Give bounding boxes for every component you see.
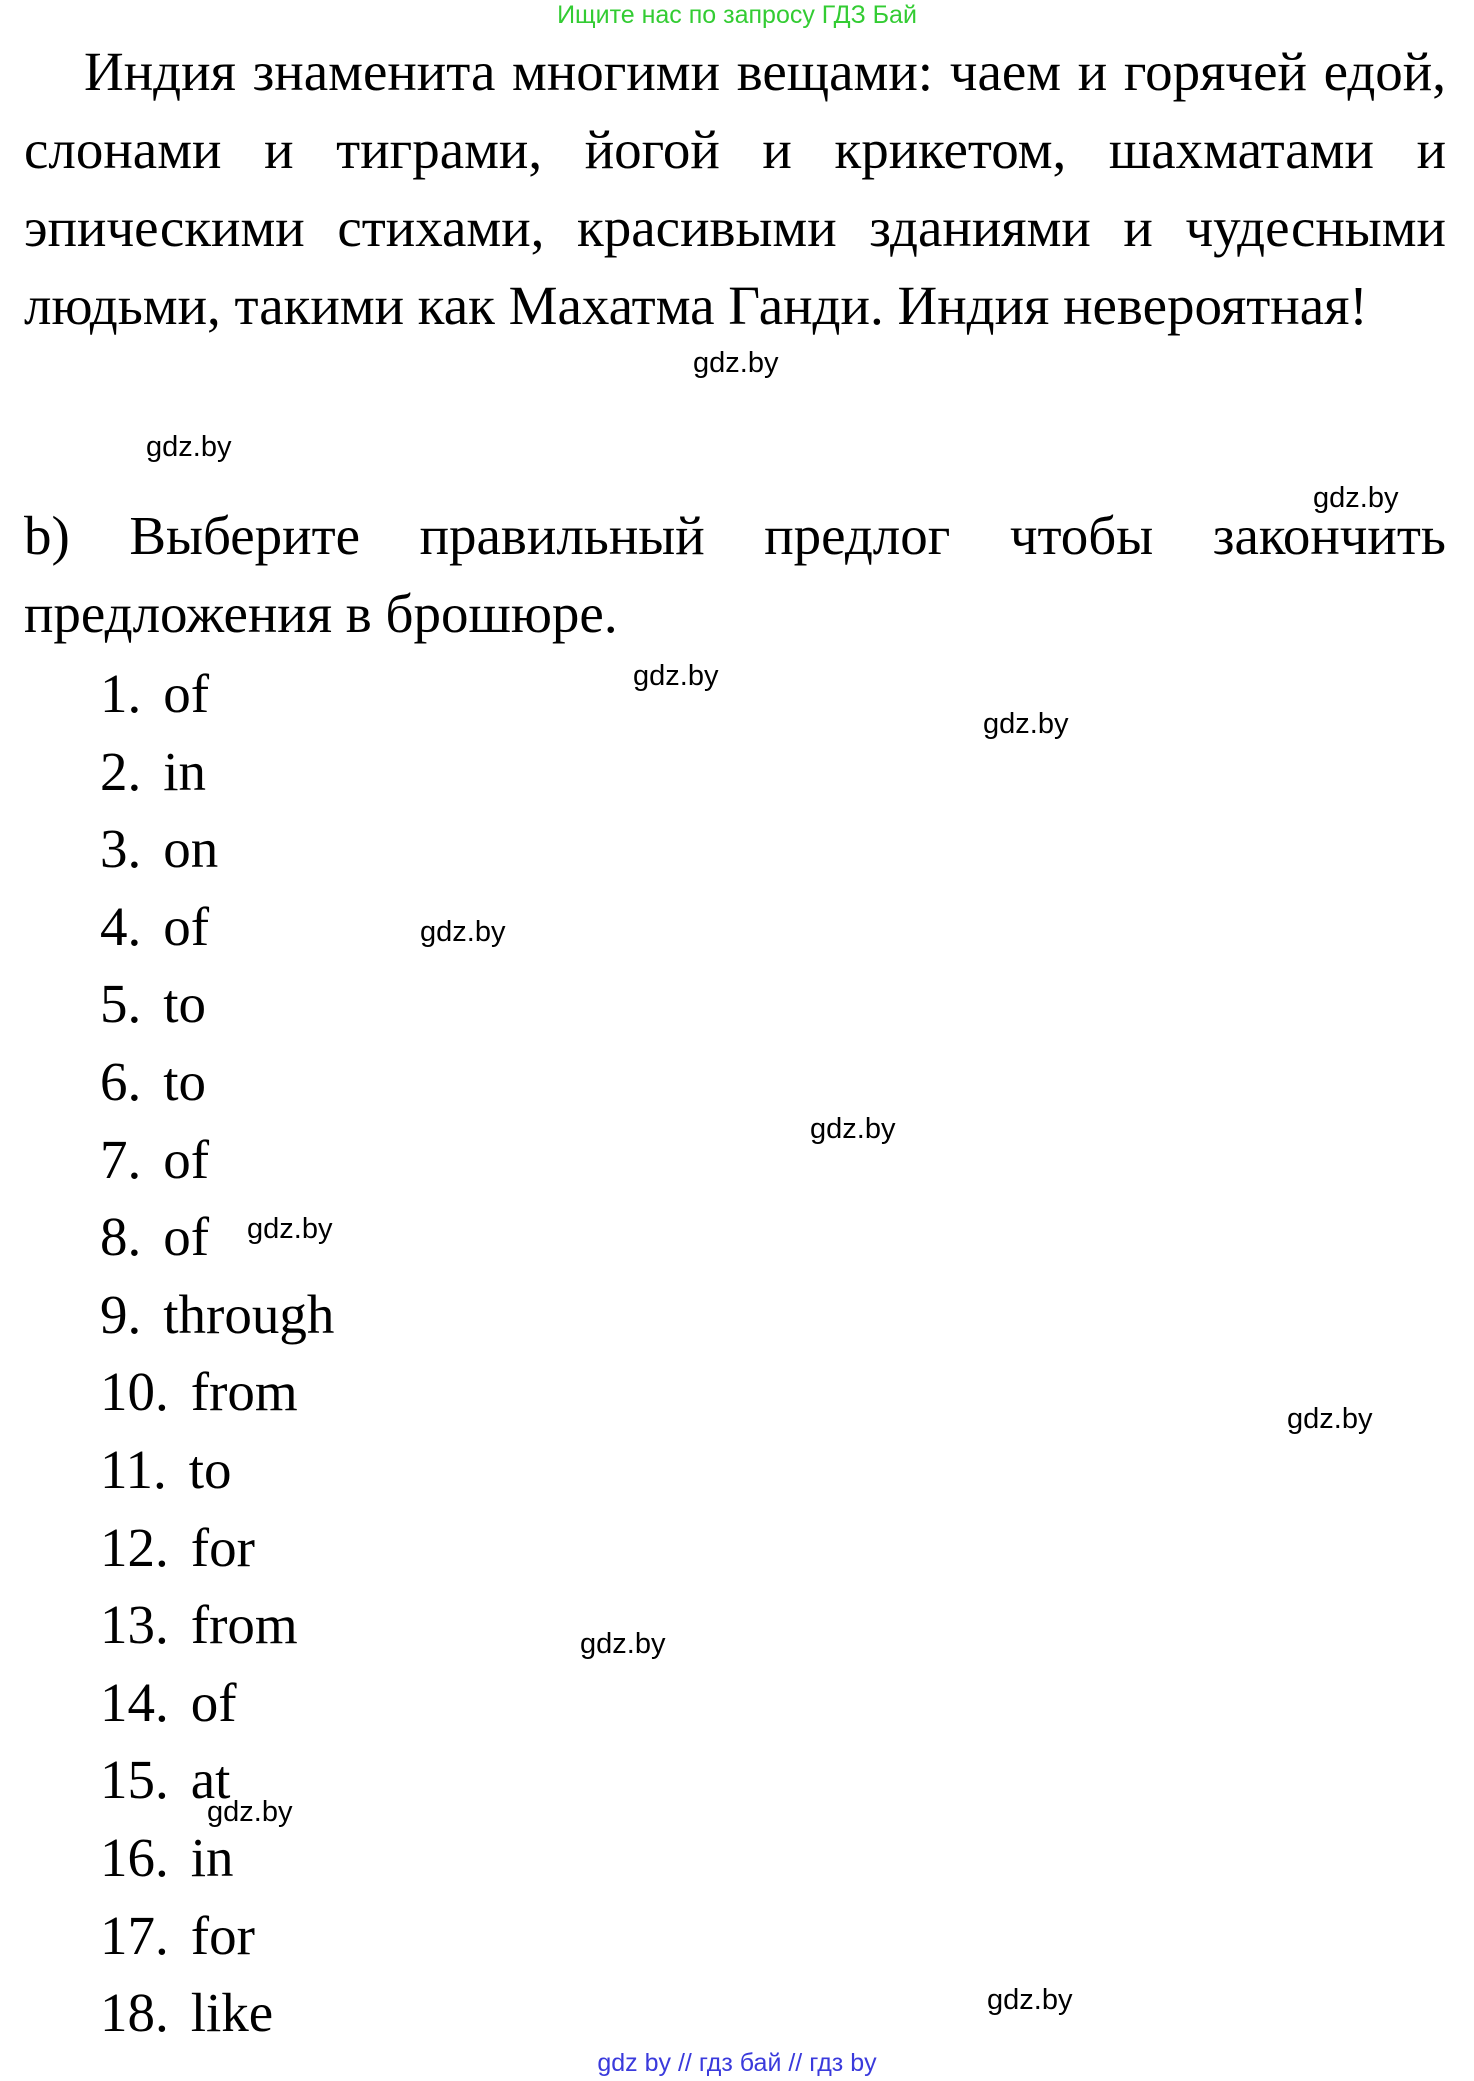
answer-item: 12. for xyxy=(100,1516,255,1578)
watermark: gdz.by xyxy=(1313,482,1399,514)
task-b-instruction: b) Выберите правильный предлог чтобы закончить предложения в брошюре. xyxy=(24,505,1446,644)
footer-links[interactable]: gdz by // гдз бай // гдз by xyxy=(597,2049,877,2077)
watermark: gdz.by xyxy=(987,1984,1073,2016)
answer-item: 18. like xyxy=(100,1982,274,2044)
watermark: gdz.by xyxy=(633,660,719,692)
header-banner[interactable]: Ищите нас по запросу ГДЗ Бай xyxy=(557,1,917,29)
answer-item: 15. at xyxy=(100,1749,231,1811)
intro-paragraph: Индия знаменита многими вещами: чаем и горячей едой, слонами и тиграми, йогой и крикетом, шахматами и эпическими стихами, красивыми зданиями и чудесными людьми, такими как Махатма Ганди. Индия невероятная! xyxy=(24,41,1446,336)
watermark: gdz.by xyxy=(207,1796,293,1828)
answer-item: 3. on xyxy=(100,818,219,880)
answer-item: 2. in xyxy=(100,740,207,802)
answer-item: 7. of xyxy=(100,1128,210,1190)
answer-item: 8. of xyxy=(100,1206,210,1268)
watermark: gdz.by xyxy=(810,1113,896,1145)
answer-item: 5. to xyxy=(100,973,207,1035)
answer-item: 13. from xyxy=(100,1594,298,1656)
answer-item: 1. of xyxy=(100,663,210,724)
answer-list xyxy=(100,655,334,2052)
watermark: gdz.by xyxy=(580,1628,666,1660)
answer-item: 9. through xyxy=(100,1283,335,1345)
answer-item: 17. for xyxy=(100,1904,255,1966)
answer-item: 11. to xyxy=(100,1438,232,1500)
watermark: gdz.by xyxy=(420,916,506,948)
watermark: gdz.by xyxy=(247,1213,333,1245)
answer-item: 6. to xyxy=(100,1050,207,1112)
answer-item: 10. from xyxy=(100,1361,298,1423)
watermark: gdz.by xyxy=(146,431,232,463)
answer-item: 14. of xyxy=(100,1671,237,1733)
watermark: gdz.by xyxy=(693,347,779,379)
watermark: gdz.by xyxy=(983,708,1069,740)
watermark: gdz.by xyxy=(1287,1403,1373,1435)
answer-item: 4. of xyxy=(100,895,210,957)
answer-item: 16. in xyxy=(100,1826,234,1888)
